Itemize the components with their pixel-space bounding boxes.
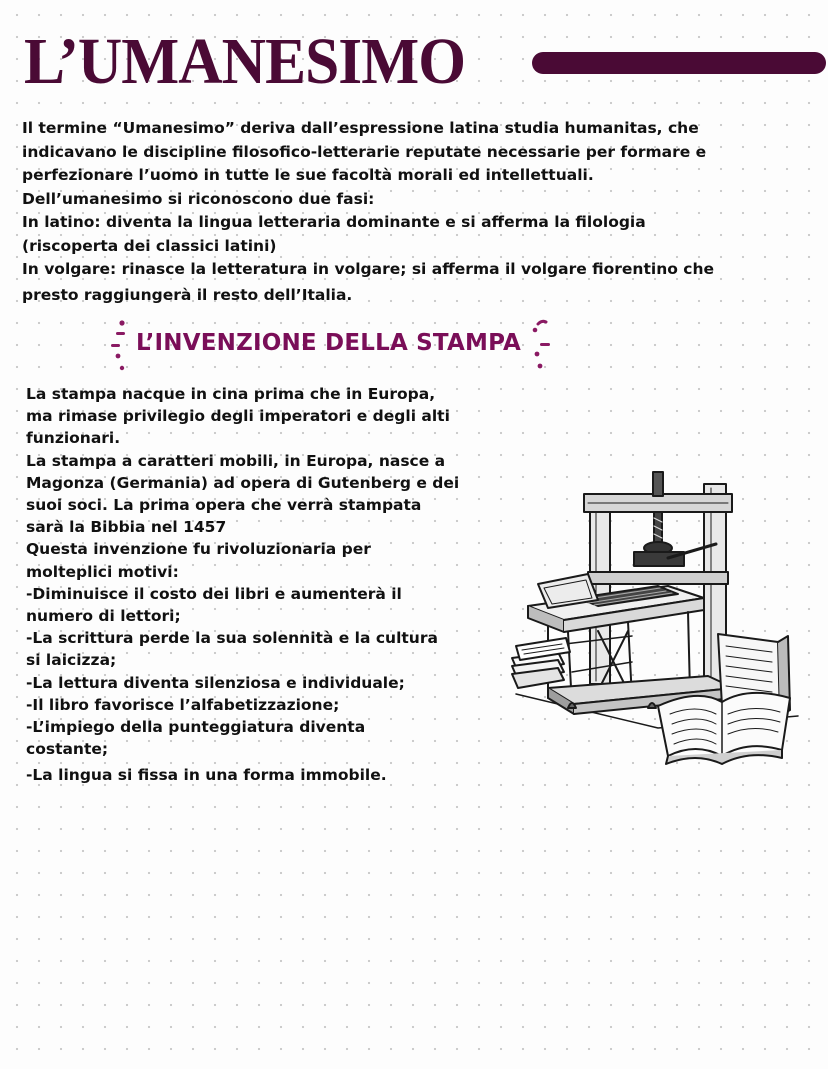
heading-decoration-right-icon <box>520 318 556 374</box>
body-line: -La lingua si fissa in una forma immobile. <box>26 766 387 785</box>
intro-line: In latino: diventa la lingua letteraria dominante e si afferma la filologia <box>22 213 646 231</box>
section-title: L’INVENZIONE DELLA STAMPA <box>136 330 522 356</box>
body-line: sarà la Bibbia nel 1457 <box>26 518 227 537</box>
body-line: -La lettura diventa silenziosa e individuale; <box>26 673 405 692</box>
body-line: -L’impiego della punteggiatura diventa <box>26 718 366 737</box>
body-line: La stampa nacque in cina prima che in Europa, <box>26 385 436 403</box>
printing-press-icon <box>508 466 804 768</box>
body-line: La stampa a caratteri mobili, in Europa, nasce a <box>26 451 446 470</box>
intro-line: (riscoperta dei classici latini) <box>22 236 277 255</box>
printing-section-text <box>26 383 496 787</box>
body-line: -Diminuisce il costo dei libri e aumenterà il <box>26 584 402 603</box>
section-heading <box>108 318 558 374</box>
body-line: numero di lettori; <box>26 607 181 626</box>
body-line: molteplici motivi: <box>26 562 179 581</box>
body-line: Magonza (Germania) ad opera di Gutenberg e dei <box>26 473 460 492</box>
body-line: suoi soci. La prima opera che verrà stampata <box>26 496 422 515</box>
body-line: costante; <box>26 740 109 759</box>
body-line: Questa invenzione fu rivoluzionaria per <box>26 540 371 559</box>
body-line: funzionari. <box>26 429 121 448</box>
intro-line: indicavano le discipline filosofico-letterarie reputate necessarie per formare e <box>22 142 707 161</box>
intro-line: Dell’umanesimo si riconoscono due fasi: <box>22 189 375 208</box>
heading-decoration-left-icon <box>108 318 128 374</box>
intro-line: In volgare: rinasce la letteratura in volgare; si afferma il volgare fiorentino che <box>22 260 715 278</box>
intro-paragraph <box>22 117 812 307</box>
intro-line: Il termine “Umanesimo” deriva dall’espressione latina studia humanitas, che <box>22 119 699 137</box>
body-line: si laicizza; <box>26 651 117 670</box>
intro-line: perfezionare l’uomo in tutte le sue facoltà morali ed intellettuali. <box>22 166 594 184</box>
body-line: -Il libro favorisce l’alfabetizzazione; <box>26 695 340 714</box>
intro-line: presto raggiungerà il resto dell’Italia. <box>22 285 353 304</box>
body-line: ma rimase privilegio degli imperatori e degli alti <box>26 407 450 426</box>
title-underline-bar <box>532 52 826 74</box>
body-line: -La scrittura perde la sua solennità e la cultura <box>26 629 438 648</box>
page-title: L’UMANESIMO <box>24 25 466 98</box>
